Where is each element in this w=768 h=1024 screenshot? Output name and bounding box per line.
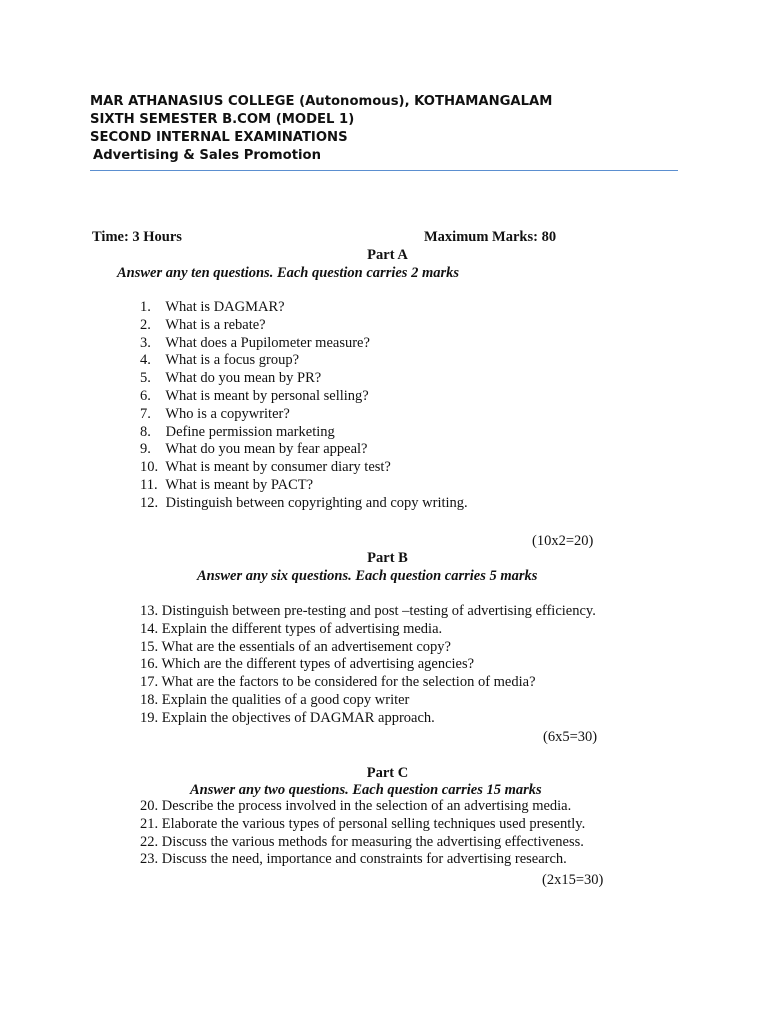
question-item [140, 352, 468, 370]
question-item [140, 388, 468, 406]
part-b-instruction: Answer any six questions. Each question carries 5 marks [197, 568, 538, 584]
question-number: 4. [140, 352, 151, 369]
part-a-title: Part A [367, 247, 408, 263]
question-number: 9. [140, 441, 151, 458]
question-item [140, 495, 468, 513]
question-text: What do you mean by fear appeal? [165, 441, 368, 458]
question-item [140, 692, 596, 710]
question-number: 21. [140, 815, 159, 832]
question-text: Who is a copywriter? [165, 405, 290, 422]
part-c-questions [140, 798, 585, 869]
question-text: Distinguish between copyrighting and copy writing. [165, 494, 468, 511]
question-number: 18. [140, 691, 159, 708]
question-text: What is a rebate? [165, 316, 266, 333]
question-number: 2. [140, 316, 151, 333]
question-number: 6. [140, 387, 151, 404]
question-number: 1. [140, 299, 151, 315]
part-b-questions [140, 603, 596, 728]
question-item [140, 424, 468, 442]
question-text: Discuss the need, importance and constraints for advertising research. [161, 851, 567, 868]
part-a-questions [140, 299, 468, 513]
question-text: Distinguish between pre-testing and post –testing of advertising efficiency. [161, 603, 596, 619]
question-text: Define permission marketing [165, 423, 335, 440]
question-item [140, 459, 468, 477]
question-item [140, 406, 468, 424]
question-item [140, 656, 596, 674]
part-c-instruction: Answer any two questions. Each question carries 15 marks [190, 782, 542, 798]
question-number: 15. [140, 638, 159, 655]
question-text: What is DAGMAR? [165, 299, 285, 315]
question-number: 22. [140, 833, 159, 850]
question-number: 11. [140, 476, 158, 493]
question-text: Describe the process involved in the selection of an advertising media. [161, 798, 572, 814]
exam-header [90, 93, 690, 165]
question-number: 10. [140, 459, 159, 476]
subject-name: Advertising & Sales Promotion [93, 148, 321, 163]
question-item [140, 710, 596, 728]
exam-name: SECOND INTERNAL EXAMINATIONS [90, 130, 348, 145]
part-a-marks: (10x2=20) [532, 533, 594, 549]
question-item [140, 477, 468, 495]
question-number: 17. [140, 674, 159, 691]
question-text: Elaborate the various types of personal selling techniques used presently. [161, 815, 586, 832]
question-text: Discuss the various methods for measuring the advertising effectiveness. [161, 833, 584, 850]
question-text: Explain the different types of advertising media. [161, 620, 443, 637]
time-allowed: Time: 3 Hours [92, 229, 182, 245]
question-number: 13. [140, 603, 159, 619]
part-a-instruction: Answer any ten questions. Each question carries 2 marks [117, 265, 460, 281]
question-number: 3. [140, 334, 151, 351]
question-number: 7. [140, 405, 151, 422]
question-number: 19. [140, 709, 159, 726]
question-item [140, 370, 468, 388]
question-text: What is meant by personal selling? [165, 387, 369, 404]
question-item [140, 798, 585, 816]
question-item [140, 299, 468, 317]
question-text: What is a focus group? [165, 352, 300, 369]
college-name: MAR ATHANASIUS COLLEGE (Autonomous), KOTHAMANGALAM [90, 94, 553, 109]
question-item [140, 674, 596, 692]
semester-line: SIXTH SEMESTER B.COM (MODEL 1) [90, 112, 355, 127]
question-number: 12. [140, 494, 159, 511]
question-item [140, 834, 585, 852]
question-item [140, 317, 468, 335]
question-text: What does a Pupilometer measure? [165, 334, 370, 351]
question-item [140, 621, 596, 639]
part-c-title: Part C [366, 765, 409, 781]
question-item [140, 441, 468, 459]
question-number: 5. [140, 370, 151, 387]
part-b-marks: (6x5=30) [543, 729, 598, 745]
question-item [140, 639, 596, 657]
question-number: 8. [140, 423, 151, 440]
header-divider [90, 170, 678, 171]
question-number: 16. [140, 656, 159, 673]
question-text: Which are the different types of advertising agencies? [161, 656, 475, 673]
part-c-marks: (2x15=30) [542, 872, 604, 888]
question-item [140, 851, 585, 869]
question-text: What is meant by PACT? [165, 476, 314, 493]
question-text: What are the factors to be considered for the selection of media? [161, 674, 536, 691]
question-text: What is meant by consumer diary test? [165, 459, 391, 476]
question-text: What are the essentials of an advertisement copy? [161, 638, 451, 655]
question-number: 23. [140, 851, 159, 868]
maximum-marks: Maximum Marks: 80 [424, 229, 557, 245]
question-item [140, 816, 585, 834]
question-text: What do you mean by PR? [165, 370, 322, 387]
question-number: 20. [140, 798, 159, 814]
question-item [140, 603, 596, 621]
part-b-title: Part B [367, 550, 408, 566]
question-text: Explain the qualities of a good copy writer [161, 691, 410, 708]
question-item [140, 335, 468, 353]
question-text: Explain the objectives of DAGMAR approach. [161, 709, 435, 726]
question-number: 14. [140, 620, 159, 637]
